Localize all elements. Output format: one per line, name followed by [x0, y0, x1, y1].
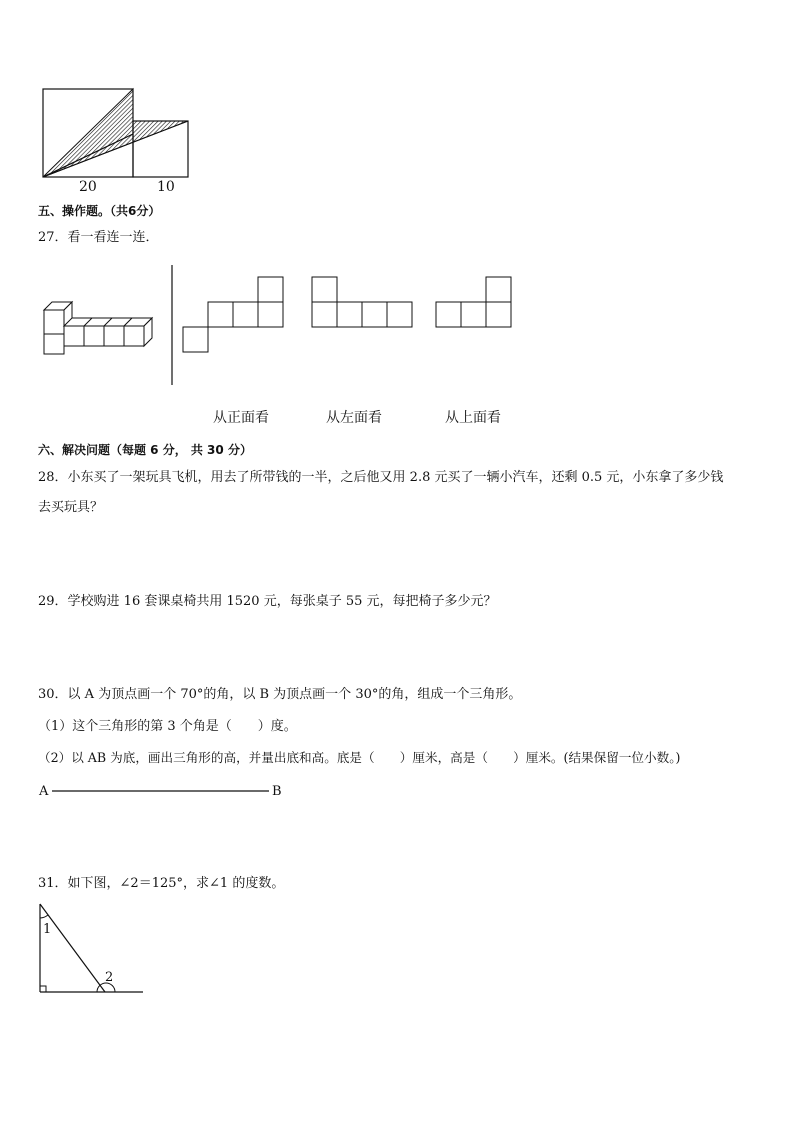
right-triangle-figure [37, 902, 147, 996]
q29-text: 29．学校购进 16 套课桌椅共用 1520 元，每张桌子 55 元，每把椅子多少元？ [38, 594, 497, 609]
q28-line2: 去买玩具？ [38, 500, 104, 515]
segment-ab [52, 789, 272, 793]
q27-text: 27．看一看连一连． [38, 230, 159, 245]
cube-stack-figure [42, 298, 162, 358]
view-label-front: 从正面看 [213, 410, 269, 426]
point-b-label: B [272, 784, 282, 799]
section6-heading: 六、解决问题（每题 6 分， 共 30 分） [38, 443, 252, 457]
view-grid-2 [311, 275, 415, 331]
view-label-left: 从左面看 [326, 410, 382, 426]
section5-heading: 五、操作题。（共6分） [38, 204, 161, 218]
figure-label-right: 10 [157, 179, 175, 195]
q28-line1: 28．小东买了一架玩具飞机，用去了所带钱的一半，之后他又用 2.8 元买了一辆小汽车，还剩 0.5 元，小东拿了多少钱 [38, 470, 724, 485]
vertical-divider [170, 265, 174, 387]
q30-part2: （2）以 AB 为底，画出三角形的高，并量出底和高。底是（ ）厘米，高是（ ）厘米。(结果保留一位小数。) [38, 750, 681, 765]
figure-label-left: 20 [79, 179, 97, 195]
view-grid-3 [435, 275, 515, 331]
view-grid-1 [182, 275, 286, 355]
q30-part1: （1）这个三角形的第 3 个角是（ ）度。 [38, 719, 297, 734]
q30-text: 30．以 A 为顶点画一个 70°的角，以 B 为顶点画一个 30°的角，组成一个三角形。 [38, 687, 522, 702]
q31-text: 31．如下图，∠2＝125°，求∠1 的度数。 [38, 876, 285, 891]
view-label-top: 从上面看 [445, 410, 501, 426]
point-a-label: A [39, 784, 49, 799]
hatched-rectangle-figure [40, 86, 200, 186]
angle-2-label: 2 [105, 970, 114, 985]
angle-1-label: 1 [43, 922, 52, 937]
